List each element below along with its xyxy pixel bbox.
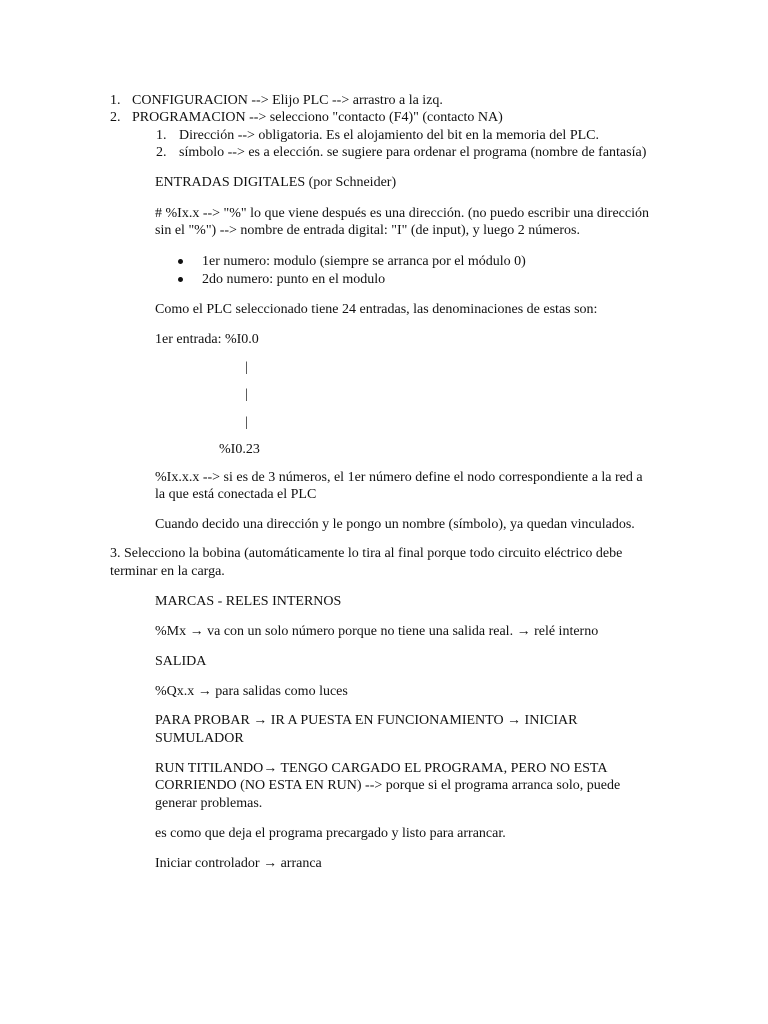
paragraph-run-line: CORRIENDO (NO ESTA EN RUN) --> porque si el programa arranca solo, puede: [155, 778, 621, 793]
vertical-continuation-mark: |: [245, 387, 248, 402]
bullet-item: 1er numero: modulo (siempre se arranca por el módulo 0): [202, 254, 526, 269]
heading-entradas-digitales: ENTRADAS DIGITALES (por Schneider): [155, 175, 397, 190]
paragraph-marcas: %Mx → va con un solo número porque no tiene una salida real. → relé interno: [155, 624, 599, 639]
paragraph-direccion-line: sin el "%") --> nombre de entrada digital: "I" (de input), y luego 2 números.: [155, 223, 580, 238]
sublist-number: 2.: [156, 145, 167, 160]
last-input-label: %I0.23: [219, 442, 260, 457]
paragraph-salida: %Qx.x → para salidas como luces: [155, 684, 348, 699]
paragraph-run-line: generar problemas.: [155, 796, 263, 811]
list-number: 2.: [110, 110, 121, 125]
sublist-number: 1.: [156, 128, 167, 143]
paragraph-bobina-line: terminar en la carga.: [110, 564, 225, 579]
heading-salida: SALIDA: [155, 654, 207, 669]
paragraph-probar-line: PARA PROBAR → IR A PUESTA EN FUNCIONAMIENTO → INICIAR: [155, 713, 578, 728]
bullet-icon: [178, 259, 183, 264]
paragraph-run-line: RUN TITILANDO→ TENGO CARGADO EL PROGRAMA, PERO NO ESTA: [155, 761, 608, 776]
paragraph-probar-line: SUMULADOR: [155, 731, 244, 746]
paragraph-iniciar: Iniciar controlador → arranca: [155, 856, 322, 871]
paragraph-nodo-line: la que está conectada el PLC: [155, 487, 317, 502]
paragraph-nodo-line: %Ix.x.x --> si es de 3 números, el 1er número define el nodo correspondiente a la red a: [155, 470, 643, 485]
vertical-continuation-mark: |: [245, 360, 248, 375]
heading-marcas: MARCAS - RELES INTERNOS: [155, 594, 342, 609]
paragraph-vinculados: Cuando decido una dirección y le pongo un nombre (símbolo), ya quedan vinculados.: [155, 517, 635, 532]
bullet-item: 2do numero: punto en el modulo: [202, 272, 386, 287]
paragraph-bobina-line: 3. Selecciono la bobina (automáticamente lo tira al final porque todo circuito eléctrico debe: [110, 546, 623, 561]
sublist-item-direccion: Dirección --> obligatoria. Es el alojamiento del bit en la memoria del PLC.: [179, 128, 599, 143]
paragraph-direccion-line: # %Ix.x --> "%" lo que viene después es una dirección. (no puedo escribir una dirección: [155, 206, 649, 221]
paragraph-plc-entradas: Como el PLC seleccionado tiene 24 entradas, las denominaciones de estas son:: [155, 302, 598, 317]
vertical-continuation-mark: |: [245, 415, 248, 430]
sublist-item-simbolo: símbolo --> es a elección. se sugiere para ordenar el programa (nombre de fantasía): [179, 145, 647, 160]
first-input-label: 1er entrada: %I0.0: [155, 332, 259, 347]
paragraph-precargado: es como que deja el programa precargado y listo para arrancar.: [155, 826, 506, 841]
bullet-icon: [178, 277, 183, 282]
list-number: 1.: [110, 93, 121, 108]
list-item-configuracion: CONFIGURACION --> Elijo PLC --> arrastro a la izq.: [132, 93, 443, 108]
list-item-programacion: PROGRAMACION --> selecciono "contacto (F4)" (contacto NA): [132, 110, 503, 125]
